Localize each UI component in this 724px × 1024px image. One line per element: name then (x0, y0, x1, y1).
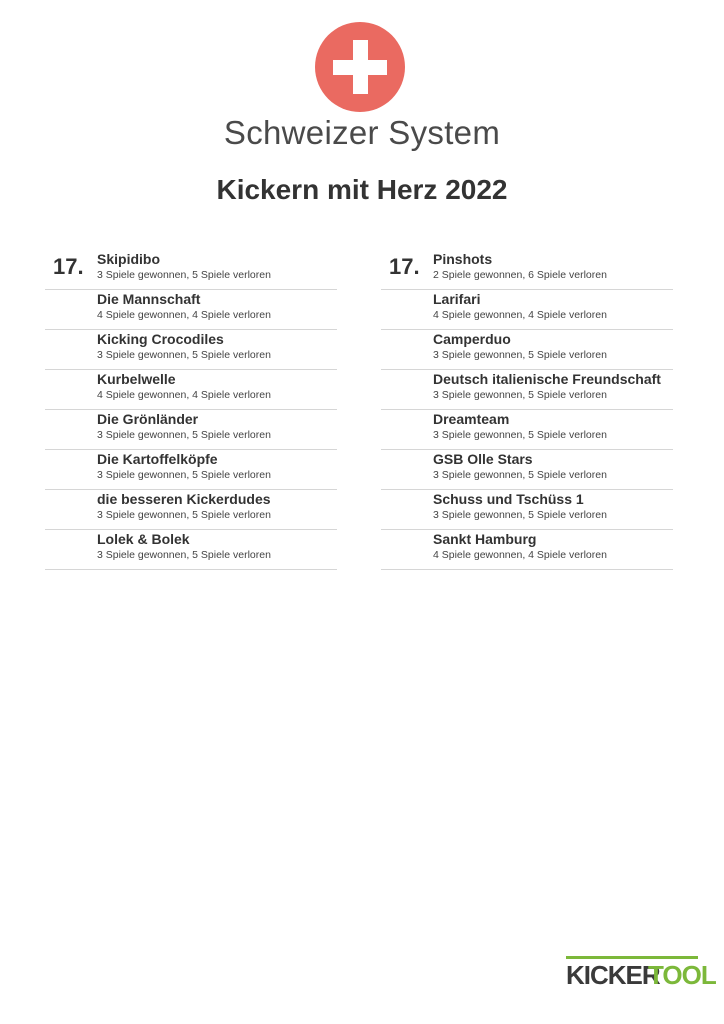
standings-row (381, 290, 673, 330)
rank: 17. (389, 254, 420, 279)
team-name: Skipidibo (97, 251, 160, 267)
team-name: GSB Olle Stars (433, 451, 533, 467)
team-name: Sankt Hamburg (433, 531, 537, 547)
logo-bar (566, 956, 698, 959)
team-name: die besseren Kickerdudes (97, 491, 271, 507)
standings-row (381, 410, 673, 450)
team-name: Deutsch italienische Freundschaft (433, 371, 661, 387)
team-record: 3 Spiele gewonnen, 5 Spiele verloren (433, 389, 607, 401)
event-title: Kickern mit Herz 2022 (216, 174, 508, 205)
team-name: Pinshots (433, 251, 493, 267)
team-record: 3 Spiele gewonnen, 5 Spiele verloren (433, 509, 607, 521)
brand-part2: TOOL (648, 960, 716, 990)
standings-row (45, 330, 337, 370)
team-record: 3 Spiele gewonnen, 5 Spiele verloren (97, 509, 271, 521)
standings-row (381, 330, 673, 370)
team-name: Kurbelwelle (97, 371, 176, 387)
team-record: 4 Spiele gewonnen, 4 Spiele verloren (433, 549, 607, 561)
standings-row (45, 410, 337, 450)
standings-row (381, 450, 673, 490)
team-record: 3 Spiele gewonnen, 5 Spiele verloren (97, 549, 271, 561)
team-name: Larifari (433, 291, 481, 307)
standings-row (381, 250, 673, 290)
team-record: 4 Spiele gewonnen, 4 Spiele verloren (97, 309, 271, 321)
team-record: 3 Spiele gewonnen, 5 Spiele verloren (433, 349, 607, 361)
team-record: 4 Spiele gewonnen, 4 Spiele verloren (433, 309, 607, 321)
standings-row (45, 450, 337, 490)
standings-right-column (381, 250, 673, 570)
standings-row (45, 490, 337, 530)
standings-row (381, 490, 673, 530)
standings-row (381, 370, 673, 410)
team-record: 3 Spiele gewonnen, 5 Spiele verloren (433, 429, 607, 441)
team-name: Lolek & Bolek (97, 531, 190, 547)
kickertool-logo (566, 946, 716, 992)
team-name: Dreamteam (433, 411, 510, 427)
system-title: Schweizer System (223, 114, 501, 151)
team-record: 3 Spiele gewonnen, 5 Spiele verloren (97, 269, 271, 281)
team-name: Camperduo (433, 331, 511, 347)
standings-row (381, 530, 673, 570)
standings-row (45, 290, 337, 330)
standings-row (45, 370, 337, 410)
swiss-cross-icon (315, 22, 405, 112)
team-record: 3 Spiele gewonnen, 5 Spiele verloren (97, 429, 271, 441)
brand-part1: KICKER (566, 960, 660, 990)
standings-row (45, 530, 337, 570)
standings-left-column (45, 250, 337, 570)
team-record: 2 Spiele gewonnen, 6 Spiele verloren (433, 269, 607, 281)
team-name: Schuss und Tschüss 1 (433, 491, 584, 507)
team-name: Die Mannschaft (97, 291, 201, 307)
team-record: 3 Spiele gewonnen, 5 Spiele verloren (433, 469, 607, 481)
standings-row (45, 250, 337, 290)
team-record: 3 Spiele gewonnen, 5 Spiele verloren (97, 469, 271, 481)
team-name: Die Kartoffelköpfe (97, 451, 218, 467)
team-name: Die Grönländer (97, 411, 199, 427)
rank: 17. (53, 254, 84, 279)
team-record: 4 Spiele gewonnen, 4 Spiele verloren (97, 389, 271, 401)
team-record: 3 Spiele gewonnen, 5 Spiele verloren (97, 349, 271, 361)
team-name: Kicking Crocodiles (97, 331, 224, 347)
